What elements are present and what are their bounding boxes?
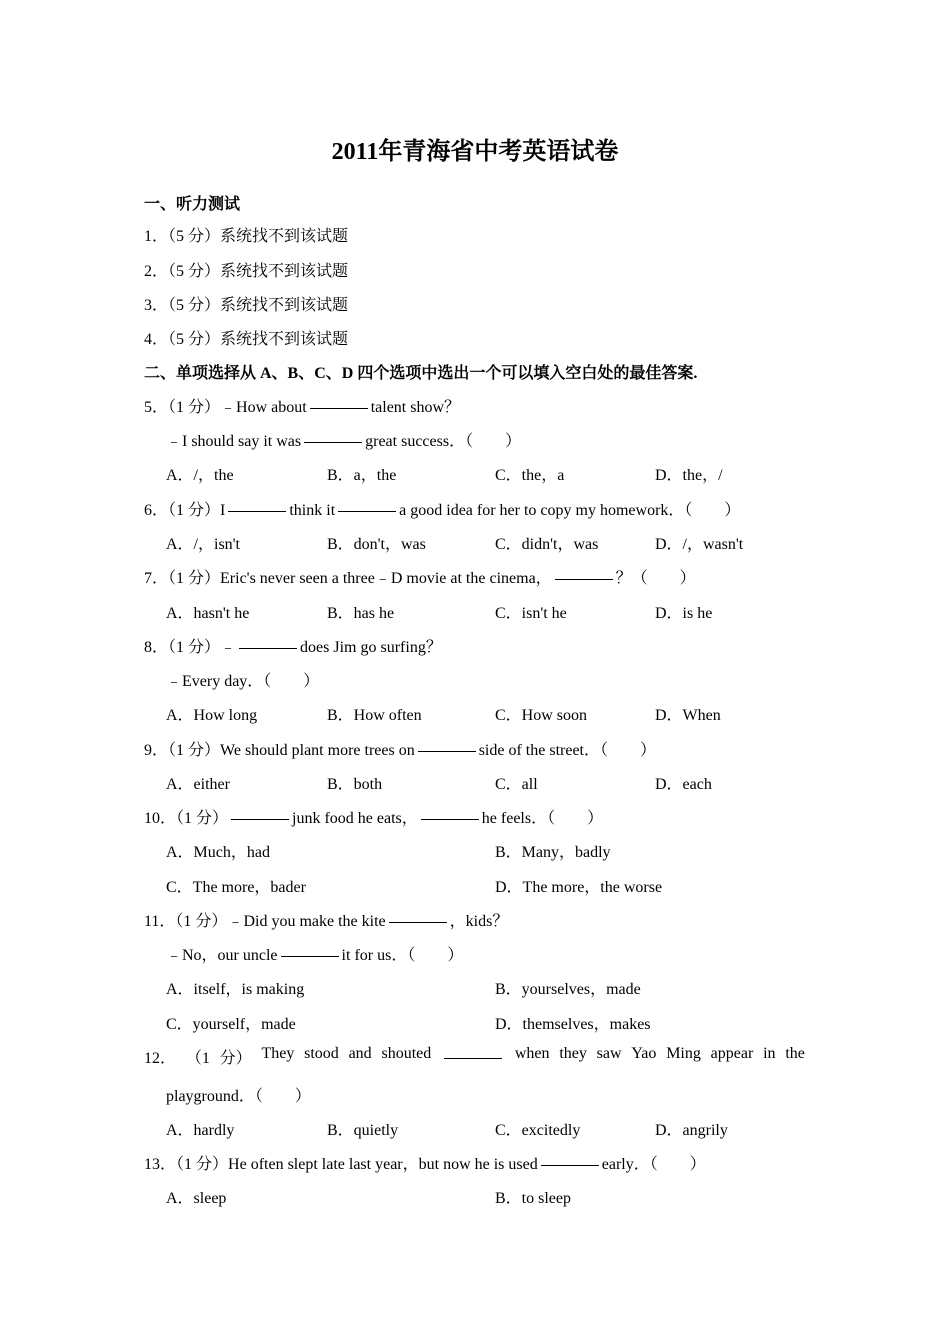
- question-6: [144, 497, 740, 520]
- question-13: [144, 1151, 706, 1174]
- question-score: （1 分）: [175, 913, 228, 930]
- question-score: （5 分）: [168, 263, 221, 280]
- option-d: D．/，wasn't: [655, 536, 744, 553]
- question-number: 2．: [144, 263, 169, 280]
- answer-blank: [228, 510, 286, 512]
- question-text: early．（ ）: [601, 1156, 706, 1173]
- option-a: A．/，the: [166, 467, 234, 484]
- question-score: 分）: [219, 1050, 252, 1067]
- question-score: （1 分）: [168, 502, 221, 519]
- question-number: 9．: [144, 742, 169, 759]
- question-number: 10．: [144, 810, 177, 827]
- answer-blank: [281, 955, 339, 957]
- option-b: B．a，the: [327, 467, 397, 484]
- option-b: B．to sleep: [495, 1190, 571, 1207]
- question-5-line-2: [166, 428, 521, 451]
- option-d: D．themselves，makes: [495, 1016, 651, 1033]
- question-text: great success．（ ）: [365, 433, 522, 450]
- option-c: C．all: [495, 776, 538, 793]
- option-b: B．has he: [327, 605, 395, 622]
- option-c: C．The more，bader: [166, 879, 306, 896]
- option-a: A．/，isn't: [166, 536, 241, 553]
- question-text: I: [220, 502, 226, 519]
- answer-blank: [418, 750, 476, 752]
- option-c: C．isn't he: [495, 605, 567, 622]
- question-number: 4．: [144, 331, 169, 348]
- question-text: ，kids？: [449, 913, 509, 930]
- question-text: Eric's never seen a three﹣D movie at the cinema，: [220, 570, 552, 587]
- answer-blank: [310, 407, 368, 409]
- question-word: Yao: [631, 1045, 657, 1062]
- question-word: when: [514, 1045, 550, 1062]
- answer-blank: [239, 647, 297, 649]
- question-number: 6．: [144, 502, 169, 519]
- answer-blank: [231, 818, 289, 820]
- question-10: [144, 805, 603, 828]
- question-text: a good idea for her to copy my homework．（ ）: [399, 502, 741, 519]
- option-c: C．yourself，made: [166, 1016, 296, 1033]
- question-number: 11．: [144, 913, 176, 930]
- question-8: [144, 634, 442, 657]
- option-d: D．the，/: [655, 467, 723, 484]
- question-word: Ming: [666, 1045, 701, 1062]
- question-score: （1: [185, 1050, 210, 1067]
- question-word: They: [261, 1045, 295, 1062]
- question-text: does Jim go surfing？: [300, 639, 442, 656]
- answer-blank: [389, 921, 447, 923]
- option-b: B．Many，badly: [495, 844, 611, 861]
- question-3: [144, 292, 348, 315]
- option-d: D．each: [655, 776, 712, 793]
- option-a: A．hasn't he: [166, 605, 250, 622]
- question-score: （1 分）: [168, 742, 221, 759]
- question-12: [144, 1045, 805, 1068]
- question-text: ﹣Did you make the kite: [227, 913, 386, 930]
- question-text: junk food he eats，: [292, 810, 418, 827]
- question-11-line-2: [166, 942, 463, 965]
- question-word: they: [559, 1045, 587, 1062]
- option-b: B．quietly: [327, 1122, 399, 1139]
- question-word: in: [763, 1045, 776, 1062]
- option-c: C．the，a: [495, 467, 565, 484]
- question-number: 8．: [144, 639, 169, 656]
- page-title: 2011年青海省中考英语试卷: [331, 139, 619, 165]
- answer-blank: [555, 578, 613, 580]
- question-4: [144, 326, 348, 349]
- question-text: 系统找不到该试题: [220, 263, 349, 280]
- question-score: （5 分）: [168, 297, 221, 314]
- option-a: A．How long: [166, 707, 258, 724]
- question-word: shouted: [381, 1045, 432, 1062]
- question-word: appear: [710, 1045, 754, 1062]
- question-text: He often slept late last year，but now he is used: [228, 1156, 538, 1173]
- option-a: A．sleep: [166, 1190, 227, 1207]
- question-text: 系统找不到该试题: [220, 297, 349, 314]
- option-a: A．itself，is making: [166, 981, 305, 998]
- question-number: 3．: [144, 297, 169, 314]
- answer-blank: [338, 510, 396, 512]
- question-text: ﹣No，our uncle: [166, 947, 278, 964]
- question-score: （5 分）: [168, 228, 221, 245]
- option-d: D．When: [655, 707, 721, 724]
- question-2: [144, 258, 348, 281]
- question-number: 13．: [144, 1156, 177, 1173]
- option-b: B．don't，was: [327, 536, 426, 553]
- question-9: [144, 737, 656, 760]
- option-a: A．hardly: [166, 1122, 235, 1139]
- question-text: side of the street．（ ）: [478, 742, 657, 759]
- question-text: think it: [289, 502, 336, 519]
- section-heading-listening: 一、听力测试: [144, 196, 241, 213]
- question-1: [144, 223, 348, 246]
- question-7: [144, 565, 696, 588]
- question-11: [144, 908, 508, 931]
- question-text: 系统找不到该试题: [220, 228, 349, 245]
- question-number: 7．: [144, 570, 169, 587]
- question-number: 1．: [144, 228, 169, 245]
- answer-blank: [304, 441, 362, 443]
- question-number: 12．: [144, 1050, 177, 1067]
- option-d: D．The more，the worse: [495, 879, 663, 896]
- option-c: C．How soon: [495, 707, 588, 724]
- section-heading-multiple-choice: 二、单项选择从 A、B、C、D 四个选项中选出一个可以填入空白处的最佳答案.: [144, 365, 698, 382]
- question-text: it for us．（ ）: [341, 947, 464, 964]
- option-b: B．both: [327, 776, 383, 793]
- question-8-line-2: ﹣Every day．（ ）: [166, 673, 320, 690]
- option-c: C．excitedly: [495, 1122, 581, 1139]
- option-a: A．Much，had: [166, 844, 270, 861]
- question-text: 系统找不到该试题: [220, 331, 349, 348]
- question-text: ﹣: [220, 639, 237, 656]
- question-text: he feels．（ ）: [481, 810, 604, 827]
- question-text: talent show？: [370, 399, 461, 416]
- question-score: （1 分）: [168, 570, 221, 587]
- option-b: B．yourselves，made: [495, 981, 641, 998]
- question-text: We should plant more trees on: [220, 742, 415, 759]
- question-word: and: [348, 1045, 372, 1062]
- question-word: stood: [304, 1045, 339, 1062]
- question-word: saw: [596, 1045, 622, 1062]
- question-text: ﹣How about: [220, 399, 307, 416]
- question-score: （1 分）: [168, 399, 221, 416]
- question-number: 5．: [144, 399, 169, 416]
- option-d: D．is he: [655, 605, 713, 622]
- question-text: ﹣I should say it was: [166, 433, 302, 450]
- question-score: （1 分）: [176, 1156, 229, 1173]
- question-score: （1 分）: [168, 639, 221, 656]
- question-5: [144, 394, 460, 417]
- question-text: ？（ ）: [615, 570, 696, 587]
- question-score: （1 分）: [176, 810, 229, 827]
- option-d: D．angrily: [655, 1122, 728, 1139]
- answer-blank: [444, 1057, 502, 1059]
- answer-blank: [541, 1164, 599, 1166]
- question-word: the: [785, 1045, 805, 1062]
- option-a: A．either: [166, 776, 230, 793]
- question-12-line-2: playground．（ ）: [166, 1088, 311, 1105]
- question-score: （5 分）: [168, 331, 221, 348]
- option-c: C．didn't，was: [495, 536, 599, 553]
- option-b: B．How often: [327, 707, 422, 724]
- answer-blank: [421, 818, 479, 820]
